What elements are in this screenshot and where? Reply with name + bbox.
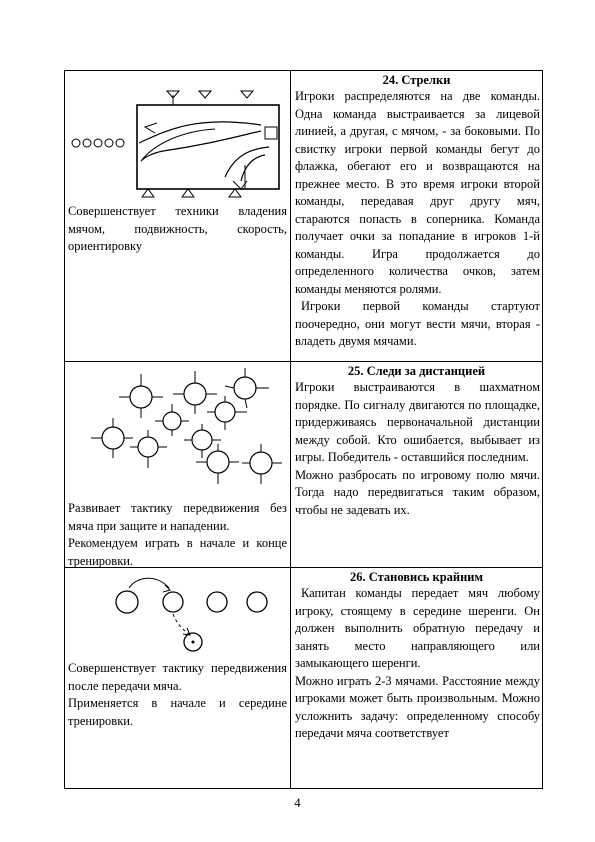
row-right-cell [290,361,543,568]
rules-paragraph: Игроки выстраиваются в шахматном порядке. По сигналу двигаются по площадке, придерживаясь первоначальной дистанции между собой. Кто ошибается, выбывает из игры. Победитель - оставшийся последним. [295,380,540,464]
variation-paragraph: Игроки первой команды стартуют поочередно, они могут вести мячи, вторая - владеть двумя мячами. [295,299,540,348]
become-last-diagram [105,576,285,658]
distance-game-diagram [85,366,285,488]
row-left-cell [64,567,291,789]
recommendation-text: Применяется в начале и середине тренировки. [68,696,287,728]
row-left-cell [64,70,291,362]
game-title: 26. Становись крайним [349,570,484,584]
purpose-text: Совершенствует техники владения мячом, подвижность, скорость, ориентировку [68,204,287,253]
table-row [64,70,543,362]
purpose-text: Развивает тактику передвижения без мяча при защите и нападении. [68,501,287,533]
game-title: 24. Стрелки [382,73,451,87]
variation-paragraph: Можно играть 2-3 мячами. Расстояние между игроками может быть произвольным. Можно усложнить задачу: определенному способу передачи мяча соответствует [295,673,540,740]
recommendation-text: Рекомендуем играть в начале и конце тренировки. [68,536,287,568]
variation-paragraph: Можно разбросать по игровому полю мячи. Тогда надо передвигаться таким образом, чтобы не задевать их. [295,467,540,517]
row-right-cell [290,70,543,362]
row-right-cell [290,567,543,789]
game-title: 25. Следи за дистанцией [347,364,486,378]
arrows-game-diagram [65,85,292,207]
row-left-cell [64,361,291,568]
rules-paragraph: Капитан команды передает мяч любому игроку, стоящему в середине шеренги. Он должен выполнить обратную передачу и занять место направляющего или замыкающего шеренги. [295,586,540,670]
table-row [64,361,543,568]
page-number: 4 [294,796,301,810]
table-row [64,567,543,789]
purpose-text: Совершенствует тактику передвижения после передачи мяча. [68,661,287,693]
rules-paragraph: Игроки распределяются на две команды. Одна команда выстраивается за лицевой линией, а другая, с мячом, - за боковыми. По свистку игроки первой команды бегут до флажка, обегают его и возвращаются на прежнее место. В это время игроки второй команды, передавая друг другу мяч, стараются попасть в соперника. Команда получает очки за попадание в игроков 1-й команды. Игра продолжается до определенного количества очков, затем команды меняются ролями. [295,89,540,296]
